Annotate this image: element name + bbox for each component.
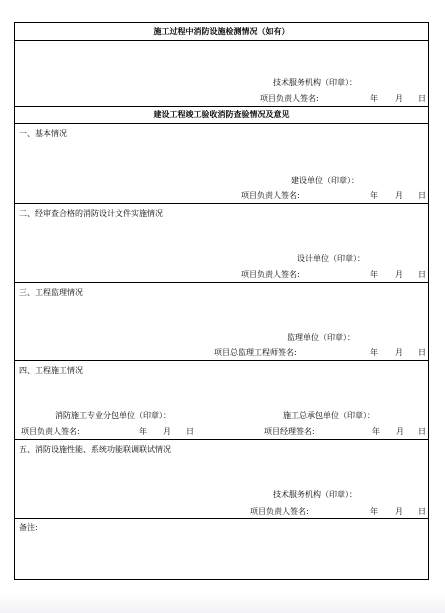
date-month: 月	[396, 427, 404, 436]
project-leader-signature: 项目负责人签名:	[260, 94, 319, 103]
divider	[15, 40, 428, 41]
divider	[15, 282, 428, 283]
section-basic-info-title: 一、基本情况	[19, 129, 67, 138]
acceptance-form	[14, 22, 429, 580]
date-day: 日	[418, 191, 426, 200]
project-leader-signature: 项目负责人签名:	[250, 507, 309, 516]
date-day: 日	[418, 507, 426, 516]
date-year: 年	[370, 270, 378, 279]
date-month: 月	[395, 270, 403, 279]
chief-supervisor-signature: 项目总监理工程师签名:	[214, 348, 297, 357]
divider	[15, 203, 428, 204]
date-day: 日	[418, 427, 426, 436]
fire-subcontractor-seal: 消防施工专业分包单位（印章）：	[55, 411, 171, 420]
project-leader-signature: 项目负责人签名:	[241, 270, 300, 279]
date-year: 年	[370, 348, 378, 357]
date-month: 月	[395, 507, 403, 516]
date-day: 日	[418, 94, 426, 103]
date-month: 月	[395, 348, 403, 357]
date-day: 日	[186, 427, 194, 436]
divider	[15, 439, 428, 440]
section-joint-commissioning-title: 五、消防设施性能、系统功能联调联试情况	[19, 445, 171, 454]
tech-service-org-seal: 技术服务机构（印章）：	[273, 78, 357, 87]
date-day: 日	[418, 348, 426, 357]
section-construction-title: 四、工程施工情况	[19, 366, 83, 375]
divider	[15, 518, 428, 519]
date-month: 月	[163, 427, 171, 436]
tech-service-org-seal: 技术服务机构（印章）：	[273, 490, 357, 499]
design-unit-seal: 设计单位（印章）：	[297, 254, 365, 263]
section-design-implementation-title: 二、经审查合格的消防设计文件实施情况	[19, 209, 163, 218]
project-leader-signature: 项目负责人签名:	[241, 191, 300, 200]
remarks-label: 备注:	[19, 523, 38, 532]
divider	[15, 123, 428, 124]
date-year: 年	[370, 507, 378, 516]
page-fold-shadow	[0, 594, 445, 613]
divider	[15, 106, 428, 107]
date-month: 月	[395, 191, 403, 200]
date-year: 年	[370, 191, 378, 200]
supervision-unit-seal: 监理单位（印章）：	[287, 333, 355, 342]
date-year: 年	[370, 94, 378, 103]
date-year: 年	[372, 427, 380, 436]
date-year: 年	[139, 427, 147, 436]
header-testing-during-construction: 施工过程中消防设施检测情况（如有）	[153, 27, 290, 36]
date-day: 日	[418, 270, 426, 279]
construction-unit-seal: 建设单位（印章）：	[291, 176, 359, 185]
date-month: 月	[395, 94, 403, 103]
header-acceptance-inspection: 建设工程竣工验收消防查验情况及意见	[153, 110, 290, 119]
project-manager-signature: 项目经理签名:	[264, 427, 315, 436]
section-supervision-title: 三、工程监理情况	[19, 288, 83, 297]
subcontractor-leader-signature: 项目负责人签名:	[21, 427, 80, 436]
divider	[15, 360, 428, 361]
general-contractor-seal: 施工总承包单位（印章）：	[283, 411, 375, 420]
